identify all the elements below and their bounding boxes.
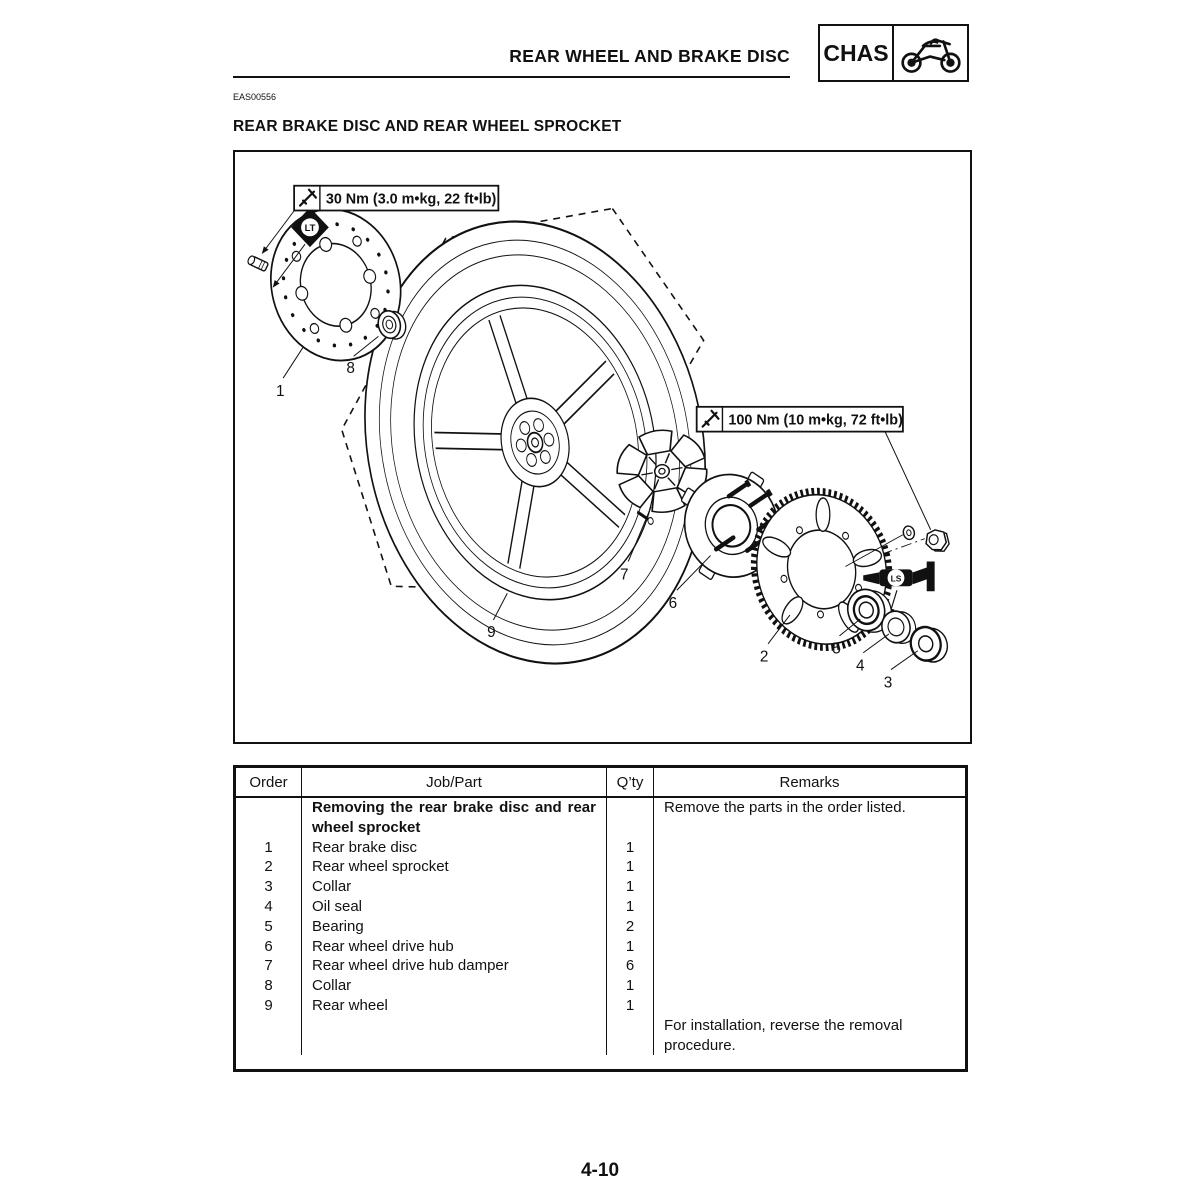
callout-2: 2 [759,648,769,666]
qty-cell: 1 [625,977,635,995]
callout-8: 8 [346,360,355,378]
table-body [236,798,965,1069]
procedure-remark: Remove the parts in the order listed. [664,799,906,816]
qty-cell: 2 [625,917,635,935]
page-title: REAR WHEEL AND BRAKE DISC [509,46,790,66]
procedure-title: Removing the rear brake disc and rear wheel sprocket [312,799,596,836]
order-cell: 7 [264,957,273,975]
order-cell: 6 [264,937,273,955]
ls-label: LS [890,573,902,584]
lt-label: LT [304,221,316,233]
exploded-diagram-svg [235,152,965,737]
order-cell: 3 [264,878,273,896]
part-cell: Rear wheel drive hub damper [312,957,509,975]
remarks-column [654,798,965,1055]
order-cell: 8 [264,977,273,995]
torque-100-text: 100 Nm (10 m•kg, 72 ft•lb) [728,412,903,429]
callout-9: 9 [487,623,496,641]
chapter-tab [818,24,969,82]
torque-spec-100 [697,407,903,432]
callout-7: 7 [620,566,629,584]
title-rule [233,76,790,78]
torque-spec-30 [294,186,498,211]
part-cell: Bearing [312,917,364,935]
col-header-remarks: Remarks [779,773,840,791]
callout-3: 3 [883,674,893,692]
installation-remark: For installation, reverse the removal procedure. [664,1016,903,1054]
parts-table [233,765,968,1072]
motorcycle-icon [894,26,967,80]
chapter-code: CHAS [820,26,894,80]
col-header-job-part: Job/Part [302,768,607,796]
part-cell: Collar [312,977,352,995]
section-heading: REAR BRAKE DISC AND REAR WHEEL SPROCKET [233,118,622,135]
washer [902,525,916,541]
callout-6: 6 [668,595,678,613]
qty-cell: 1 [625,878,635,896]
axle-nut [925,529,950,553]
part-cell: Oil seal [312,897,363,915]
col-header-order: Order [236,768,302,796]
exploded-diagram [233,150,972,744]
callout-1: 1 [275,382,285,400]
order-cell: 5 [264,917,273,935]
part-cell: Rear wheel [312,996,388,1014]
order-column [236,798,302,1055]
torque-30-text: 30 Nm (3.0 m•kg, 22 ft•lb) [325,191,497,208]
part-cell: Rear wheel sprocket [312,858,449,876]
job-part-column [302,798,607,1055]
disc-bolt [247,255,269,271]
order-cell: 2 [264,858,273,876]
qty-cell: 1 [625,897,635,915]
qty-column [607,798,654,1055]
torque100-leader [885,432,931,530]
document-code: EAS00556 [233,92,277,102]
qty-cell: 1 [625,937,635,955]
part-cell: Collar [312,878,352,896]
callout-4: 4 [856,657,865,675]
part-cell: Rear brake disc [312,838,418,856]
page-number: 4-10 [580,1160,620,1181]
qty-cell: 1 [625,996,635,1014]
callout-5: 5 [832,640,841,658]
qty-cell: 6 [625,957,635,975]
col-header-qty: Q’ty [607,768,654,796]
part-cell: Rear wheel drive hub [312,937,454,955]
qty-cell: 1 [625,858,635,876]
order-cell: 1 [264,838,273,856]
order-cell: 9 [264,996,273,1014]
table-header-row [236,768,965,798]
qty-cell: 1 [625,838,635,856]
order-cell: 4 [264,897,273,915]
